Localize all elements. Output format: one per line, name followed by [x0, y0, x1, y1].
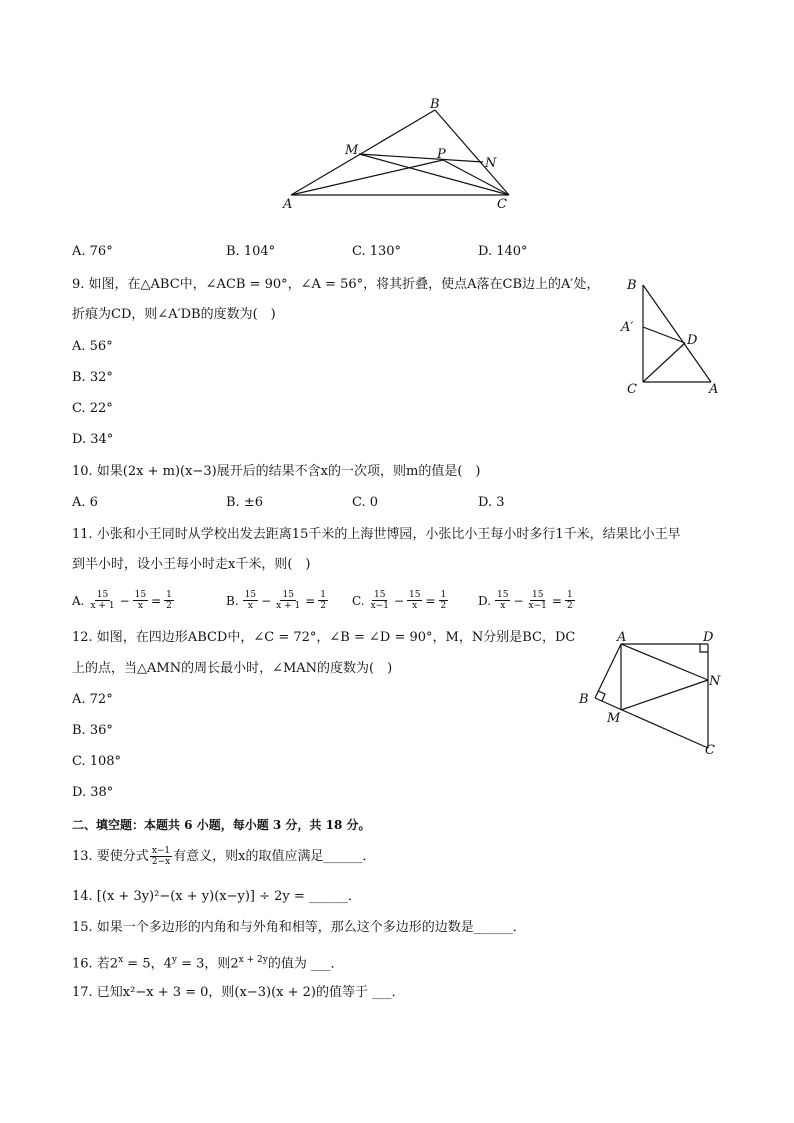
option-label: D.	[478, 593, 492, 608]
fraction-1-den: x−1	[370, 601, 389, 611]
q12-option-c: C. 108°	[72, 754, 122, 769]
label-m: M	[345, 143, 359, 158]
q10-option-c: C. 0	[352, 495, 379, 510]
fraction-result-den: 2	[440, 601, 447, 611]
label-m: M	[607, 711, 621, 726]
label-a-prime: A′	[621, 320, 634, 335]
label-a: A	[283, 197, 293, 212]
q13-num: x−1	[151, 846, 171, 856]
equals-sign: =	[551, 593, 562, 608]
fraction-1-den: x	[247, 601, 253, 611]
figure-triangle-abc-mpn	[275, 92, 520, 212]
label-a: A	[709, 382, 719, 397]
q8-option-c: C. 130°	[352, 244, 402, 259]
fraction-result-den: 2	[166, 601, 172, 611]
q17: 17. 已知x²−x + 3 = 0，则(x−3)(x + 2)的值等于 ___．	[72, 985, 405, 1000]
label-p: P	[437, 147, 446, 162]
fraction-1	[369, 590, 391, 611]
q9-option-a: A. 56°	[72, 339, 113, 354]
q16-mid2: = 3，则2	[176, 956, 239, 972]
q12-line1: 12. 如图，在四边形ABCD中，∠C = 72°，∠B = ∠D = 90°，M，N分别是BC，DC	[72, 630, 576, 645]
q16	[72, 950, 343, 974]
q16-sup1: x	[118, 955, 124, 965]
fraction-1-num: 15	[244, 590, 257, 600]
label-c: C	[627, 382, 637, 397]
fraction-result-num: 1	[566, 590, 573, 600]
fraction-1-den: x	[500, 601, 506, 611]
equals-sign: =	[425, 593, 436, 608]
q13-pre: 13. 要使分式	[72, 849, 149, 864]
fraction-result-den: 2	[566, 601, 573, 611]
q10-text: 10. 如果(2x + m)(x−3)展开后的结果不含x的一次项，则m的值是( )	[72, 464, 481, 479]
q11-option-b	[226, 590, 329, 611]
fraction-result	[439, 590, 449, 611]
figure-q9-fold	[615, 275, 730, 400]
minus-sign: −	[119, 593, 130, 608]
q8-option-a: A. 76°	[72, 244, 113, 259]
q12-option-a: A. 72°	[72, 692, 113, 707]
equals-sign: =	[151, 593, 162, 608]
q16-sup3: x + 2y	[238, 955, 268, 965]
fraction-result-den: 2	[320, 601, 327, 611]
label-c: C	[497, 197, 507, 212]
q9-option-c: C. 22°	[72, 401, 113, 416]
label-d: D	[687, 333, 698, 348]
label-a: A	[617, 630, 627, 645]
q9-option-b: B. 32°	[72, 370, 113, 385]
minus-sign: −	[513, 593, 524, 608]
fraction-2-num: 15	[531, 590, 544, 600]
q11-option-c	[352, 590, 449, 611]
minus-sign: −	[261, 593, 272, 608]
label-n: N	[485, 156, 497, 171]
label-b: B	[430, 97, 440, 112]
option-label: A.	[72, 593, 85, 608]
section2-heading: 二、填空题：本题共 6 小题，每小题 3 分，共 18 分。	[72, 818, 371, 832]
q11-option-d	[478, 590, 576, 611]
q12-option-b: B. 36°	[72, 723, 113, 738]
q11-line2: 到半小时，设小王每小时走x千米，则( )	[72, 557, 311, 572]
fraction-1	[243, 590, 258, 611]
fraction-1-den: x + 1	[90, 601, 115, 611]
q13	[72, 846, 376, 867]
fraction-result-num: 1	[440, 590, 447, 600]
q10-option-a: A. 6	[72, 495, 98, 510]
q15: 15. 如果一个多边形的内角和与外角和相等，那么这个多边形的边数是______．	[72, 920, 526, 935]
q16-pre: 16. 若2	[72, 956, 119, 972]
q9-option-d: D. 34°	[72, 432, 114, 447]
fraction-2	[527, 590, 549, 611]
q11-line1: 11. 小张和小王同时从学校出发去距离15千米的上海世博园，小张比小王每小时多行1千米，结果比小王早	[72, 527, 681, 542]
q13-post: 有意义，则x的取值应满足______．	[173, 849, 376, 864]
q14: 14. [(x + 3y)²−(x + y)(x−y)] ÷ 2y = ______．	[72, 889, 361, 904]
label-d: D	[703, 630, 714, 645]
q9-line1: 9. 如图，在△ABC中，∠ACB = 90°，∠A = 56°，将其折叠，使点A落在CB边上的A′处，	[72, 277, 600, 292]
fraction-2	[274, 590, 302, 611]
fraction-1-num: 15	[96, 590, 109, 600]
equals-sign: =	[305, 593, 316, 608]
q9-line2: 折痕为CD，则∠A′DB的度数为( )	[72, 307, 276, 322]
q12-option-d: D. 38°	[72, 785, 114, 800]
q11-option-a	[72, 590, 175, 611]
fraction-result	[164, 590, 174, 611]
fraction-1	[495, 590, 510, 611]
fraction-result-num: 1	[166, 590, 172, 600]
label-n: N	[709, 674, 721, 689]
fraction-2	[407, 590, 422, 611]
fraction-result	[318, 590, 328, 611]
q13-fraction	[150, 846, 172, 867]
q10-option-b: B. ±6	[226, 495, 263, 510]
q8-option-b: B. 104°	[226, 244, 276, 259]
fraction-1	[88, 590, 116, 611]
label-b: B	[627, 278, 637, 293]
q16-post: 的值为 ___．	[267, 956, 344, 972]
fraction-2-num: 15	[408, 590, 421, 600]
q13-den: 2−x	[151, 857, 171, 867]
fraction-result	[565, 590, 575, 611]
fraction-2	[133, 590, 148, 611]
label-c: C	[705, 743, 715, 758]
figure-q12-quadrilateral	[575, 628, 730, 763]
q8-option-d: D. 140°	[478, 244, 528, 259]
minus-sign: −	[393, 593, 404, 608]
fraction-2-den: x	[137, 601, 143, 611]
label-b: B	[579, 692, 589, 707]
fraction-1-num: 15	[374, 590, 386, 600]
fraction-2-num: 15	[134, 590, 147, 600]
fraction-2-den: x−1	[528, 601, 547, 611]
q10-option-d: D. 3	[478, 495, 505, 510]
fraction-result-num: 1	[320, 590, 327, 600]
q12-line2: 上的点，当△AMN的周长最小时，∠MAN的度数为( )	[72, 661, 393, 676]
fraction-2-num: 15	[282, 590, 294, 600]
option-label: B.	[226, 593, 239, 608]
fraction-2-den: x + 1	[276, 601, 301, 611]
fraction-2-den: x	[412, 601, 418, 611]
option-label: C.	[352, 593, 365, 608]
q16-mid: = 5，4	[123, 956, 172, 972]
fraction-1-num: 15	[497, 590, 509, 600]
q16-sup2: y	[171, 955, 177, 965]
